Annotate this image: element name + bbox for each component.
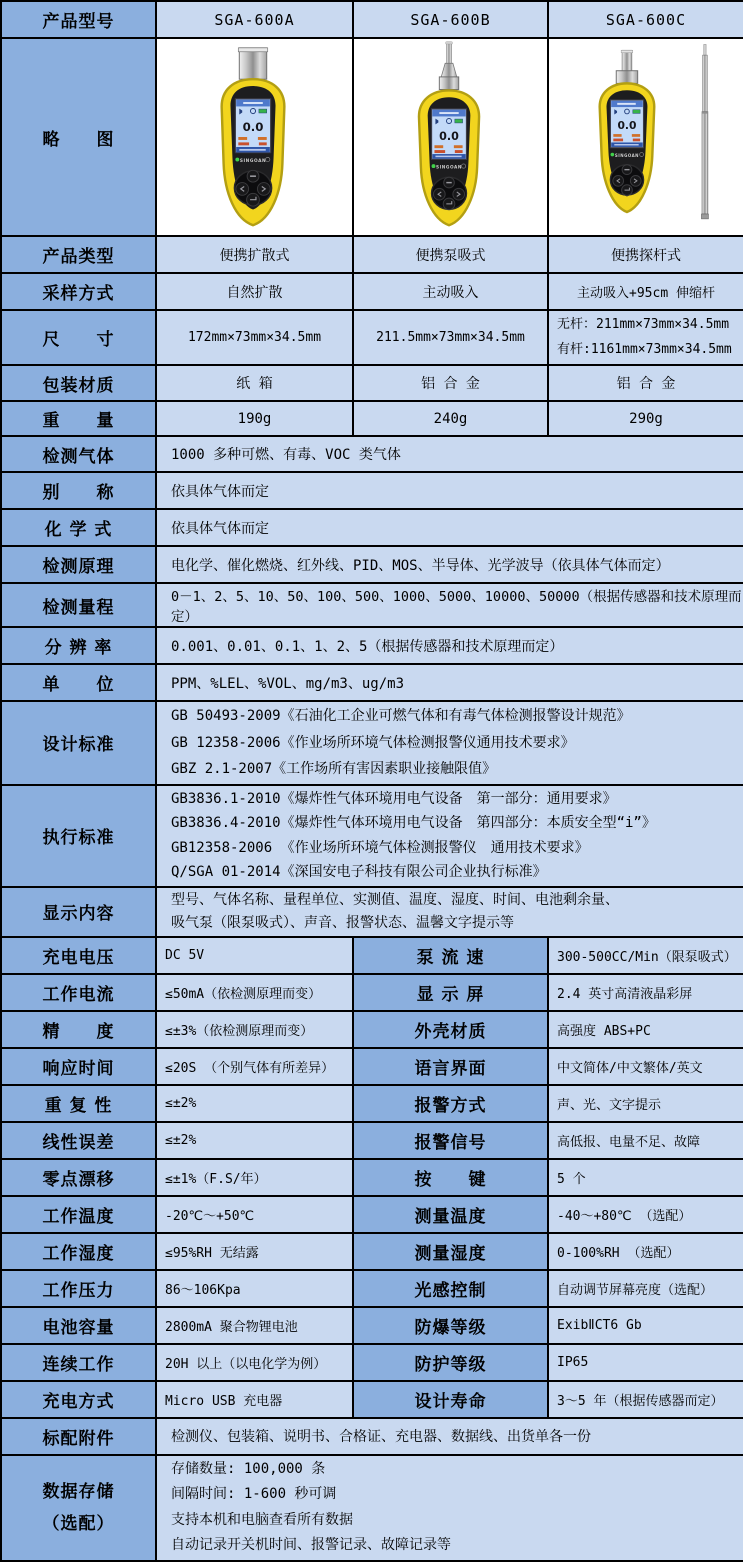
table-row-sketch bbox=[1, 38, 743, 236]
device-brand-text: SINGOAN bbox=[614, 152, 640, 158]
table-row bbox=[1, 236, 743, 273]
device-photo-sga-600a bbox=[157, 40, 350, 234]
row-label: 充电方式 bbox=[1, 1381, 156, 1418]
row-label: 设计寿命 bbox=[353, 1381, 548, 1418]
cell-photo-sga-600b bbox=[353, 38, 548, 236]
standard-line: GB12358-2006 《作业场所环境气体检测报警仪 通用技术要求》 bbox=[171, 839, 589, 856]
spec-value: 3～5 年（根据传感器而定） bbox=[548, 1381, 743, 1418]
spec-value-c bbox=[548, 310, 743, 365]
table-row bbox=[1, 310, 743, 365]
storage-line: 支持本机和电脑查看所有数据 bbox=[171, 1511, 353, 1528]
spec-value: ExibⅡCT6 Gb bbox=[548, 1307, 743, 1344]
device-screen-reading: 0.0 bbox=[617, 119, 637, 133]
spec-value: 5 个 bbox=[548, 1159, 743, 1196]
spec-value: 1000 多种可燃、有毒、VOC 类气体 bbox=[156, 436, 743, 472]
row-label: 分 辨 率 bbox=[1, 627, 156, 664]
device-photo-sga-600b bbox=[354, 40, 545, 234]
table-row bbox=[1, 701, 743, 785]
spec-value: 20H 以上（以电化学为例） bbox=[156, 1344, 353, 1381]
table-row bbox=[1, 1122, 743, 1159]
table-row bbox=[1, 1381, 743, 1418]
standard-line: Q/SGA 01-2014《深国安电子科技有限公司企业执行标准》 bbox=[171, 864, 547, 881]
storage-line: 自动记录开关机时间、报警记录、故障记录等 bbox=[171, 1537, 451, 1554]
cell-photo-sga-600c bbox=[548, 38, 743, 236]
standard-line: GB 50493-2009《石油化工企业可燃气体和有毒气体检测报警设计规范》 bbox=[171, 708, 631, 724]
cell-photo-sga-600a bbox=[156, 38, 353, 236]
table-row bbox=[1, 1270, 743, 1307]
row-label-model: 产品型号 bbox=[1, 1, 156, 38]
standard-line: GBZ 2.1-2007《工作场所有害因素职业接触限值》 bbox=[171, 761, 497, 778]
row-label: 标配附件 bbox=[1, 1418, 156, 1455]
row-label: 显示内容 bbox=[1, 887, 156, 937]
device-screen-reading: 0.0 bbox=[242, 120, 264, 135]
spec-value: 高强度 ABS+PC bbox=[548, 1011, 743, 1048]
spec-value-a: 172mm×73mm×34.5mm bbox=[156, 310, 353, 365]
table-row bbox=[1, 1344, 743, 1381]
row-label: 别 称 bbox=[1, 472, 156, 509]
spec-value-b: 211.5mm×73mm×34.5mm bbox=[353, 310, 548, 365]
table-row bbox=[1, 472, 743, 509]
table-row bbox=[1, 546, 743, 583]
row-label: 工作温度 bbox=[1, 1196, 156, 1233]
row-label: 重 复 性 bbox=[1, 1085, 156, 1122]
row-label: 检测气体 bbox=[1, 436, 156, 472]
row-label: 尺 寸 bbox=[1, 310, 156, 365]
row-label: 电池容量 bbox=[1, 1307, 156, 1344]
row-label: 充电电压 bbox=[1, 937, 156, 974]
table-row bbox=[1, 1233, 743, 1270]
row-label: 语言界面 bbox=[353, 1048, 548, 1085]
standard-line: GB3836.1-2010《爆炸性气体环境用电气设备 第一部分：通用要求》 bbox=[171, 790, 617, 807]
model-name-b: SGA-600B bbox=[353, 1, 548, 38]
table-row bbox=[1, 1159, 743, 1196]
standard-line: GB3836.4-2010《爆炸性气体环境用电气设备 第四部分：本质安全型“i”》 bbox=[171, 815, 656, 832]
spec-value-b: 便携泵吸式 bbox=[353, 236, 548, 273]
spec-value: ≤±2% bbox=[156, 1122, 353, 1159]
row-label: 设计标准 bbox=[1, 701, 156, 785]
row-label: 产品类型 bbox=[1, 236, 156, 273]
spec-value-c: 主动吸入+95cm 伸缩杆 bbox=[548, 273, 743, 310]
table-row bbox=[1, 974, 743, 1011]
spec-value bbox=[156, 1455, 743, 1561]
row-label-line: （选配） bbox=[42, 1513, 115, 1534]
spec-value: 0-100%RH （选配） bbox=[548, 1233, 743, 1270]
spec-value: ≤50mA（依检测原理而变） bbox=[156, 974, 353, 1011]
row-label: 线性误差 bbox=[1, 1122, 156, 1159]
table-row bbox=[1, 785, 743, 887]
telescopic-probe-rod bbox=[701, 44, 708, 218]
table-row bbox=[1, 887, 743, 937]
row-label: 按 键 bbox=[353, 1159, 548, 1196]
row-label: 测量温度 bbox=[353, 1196, 548, 1233]
row-label: 防爆等级 bbox=[353, 1307, 548, 1344]
spec-value-b: 主动吸入 bbox=[353, 273, 548, 310]
spec-value: 声、光、文字提示 bbox=[548, 1085, 743, 1122]
row-label: 泵 流 速 bbox=[353, 937, 548, 974]
row-label: 工作湿度 bbox=[1, 1233, 156, 1270]
row-label: 执行标准 bbox=[1, 785, 156, 887]
storage-line: 存储数量: 100,000 条 bbox=[171, 1460, 326, 1477]
row-label-line: 数据存储 bbox=[42, 1481, 115, 1502]
table-row bbox=[1, 1048, 743, 1085]
table-row bbox=[1, 1307, 743, 1344]
device-photo-sga-600c bbox=[549, 40, 741, 234]
spec-value-c: 290g bbox=[548, 401, 743, 436]
table-row bbox=[1, 664, 743, 701]
row-label: 工作压力 bbox=[1, 1270, 156, 1307]
row-label: 测量湿度 bbox=[353, 1233, 548, 1270]
spec-value: PPM、%LEL、%VOL、mg/m3、ug/m3 bbox=[156, 664, 743, 701]
row-label: 检测量程 bbox=[1, 583, 156, 627]
spec-value: -20℃～+50℃ bbox=[156, 1196, 353, 1233]
display-content-line: 型号、气体名称、量程单位、实测值、温度、湿度、时间、电池剩余量、 bbox=[171, 891, 619, 908]
spec-value: 高低报、电量不足、故障 bbox=[548, 1122, 743, 1159]
table-row bbox=[1, 1455, 743, 1561]
row-label: 响应时间 bbox=[1, 1048, 156, 1085]
row-label: 报警方式 bbox=[353, 1085, 548, 1122]
spec-value-a: 纸 箱 bbox=[156, 365, 353, 401]
spec-value bbox=[156, 887, 743, 937]
spec-value: 依具体气体而定 bbox=[156, 472, 743, 509]
spec-value: 300-500CC/Min（限泵吸式） bbox=[548, 937, 743, 974]
table-row bbox=[1, 365, 743, 401]
row-label: 单 位 bbox=[1, 664, 156, 701]
table-row bbox=[1, 583, 743, 627]
spec-value: ≤±2% bbox=[156, 1085, 353, 1122]
dimension-line: 有杆:1161mm×73mm×34.5mm bbox=[557, 341, 732, 357]
row-label: 显 示 屏 bbox=[353, 974, 548, 1011]
row-label: 防护等级 bbox=[353, 1344, 548, 1381]
spec-value: ≤95%RH 无结露 bbox=[156, 1233, 353, 1270]
row-label: 化 学 式 bbox=[1, 509, 156, 546]
spec-value-a: 190g bbox=[156, 401, 353, 436]
spec-value: -40～+80℃ （选配） bbox=[548, 1196, 743, 1233]
row-label: 零点漂移 bbox=[1, 1159, 156, 1196]
row-label: 精 度 bbox=[1, 1011, 156, 1048]
standard-line: GB 12358-2006《作业场所环境气体检测报警仪通用技术要求》 bbox=[171, 734, 575, 751]
device-screen-reading: 0.0 bbox=[439, 129, 459, 143]
spec-value-a: 自然扩散 bbox=[156, 273, 353, 310]
spec-value: 检测仪、包装箱、说明书、合格证、充电器、数据线、出货单各一份 bbox=[156, 1418, 743, 1455]
table-row bbox=[1, 436, 743, 472]
row-label-sketch: 略 图 bbox=[1, 38, 156, 236]
table-row bbox=[1, 627, 743, 664]
table-row bbox=[1, 1085, 743, 1122]
spec-value: 0.001、0.01、0.1、1、2、5（根据传感器和技术原理而定） bbox=[156, 627, 743, 664]
display-content-line: 吸气泵（限泵吸式）、声音、报警状态、温馨文字提示等 bbox=[171, 914, 514, 931]
table-row bbox=[1, 401, 743, 436]
spec-value: ≤20S （个别气体有所差异） bbox=[156, 1048, 353, 1085]
spec-value: ≤±1%（F.S/年） bbox=[156, 1159, 353, 1196]
spec-value: 自动调节屏幕亮度（选配） bbox=[548, 1270, 743, 1307]
table-row bbox=[1, 1418, 743, 1455]
row-label-data-storage bbox=[1, 1455, 156, 1561]
spec-value bbox=[156, 701, 743, 785]
row-label: 连续工作 bbox=[1, 1344, 156, 1381]
spec-value-b: 铝 合 金 bbox=[353, 365, 548, 401]
spec-value: 2.4 英寸高清液晶彩屏 bbox=[548, 974, 743, 1011]
row-label: 采样方式 bbox=[1, 273, 156, 310]
model-name-a: SGA-600A bbox=[156, 1, 353, 38]
table-row bbox=[1, 937, 743, 974]
table-row bbox=[1, 1011, 743, 1048]
table-row bbox=[1, 1196, 743, 1233]
table-row-model bbox=[1, 1, 743, 38]
row-label: 重 量 bbox=[1, 401, 156, 436]
spec-value-c: 铝 合 金 bbox=[548, 365, 743, 401]
row-label: 光感控制 bbox=[353, 1270, 548, 1307]
spec-value-c: 便携探杆式 bbox=[548, 236, 743, 273]
row-label: 检测原理 bbox=[1, 546, 156, 583]
row-label: 报警信号 bbox=[353, 1122, 548, 1159]
spec-value: ≤±3%（依检测原理而变） bbox=[156, 1011, 353, 1048]
spec-value: 中文简体/中文繁体/英文 bbox=[548, 1048, 743, 1085]
spec-value bbox=[156, 785, 743, 887]
dimension-line: 无杆：211mm×73mm×34.5mm bbox=[557, 316, 730, 332]
row-label: 外壳材质 bbox=[353, 1011, 548, 1048]
storage-line: 间隔时间: 1-600 秒可调 bbox=[171, 1486, 337, 1503]
spec-value: 86～106Kpa bbox=[156, 1270, 353, 1307]
spec-value: 2800mA 聚合物锂电池 bbox=[156, 1307, 353, 1344]
device-brand-text: SINGOAN bbox=[239, 158, 267, 164]
spec-value: Micro USB 充电器 bbox=[156, 1381, 353, 1418]
spec-value: 依具体气体而定 bbox=[156, 509, 743, 546]
model-name-c: SGA-600C bbox=[548, 1, 743, 38]
table-row bbox=[1, 273, 743, 310]
spec-value: IP65 bbox=[548, 1344, 743, 1381]
row-label: 工作电流 bbox=[1, 974, 156, 1011]
row-label: 包装材质 bbox=[1, 365, 156, 401]
spec-value-b: 240g bbox=[353, 401, 548, 436]
spec-value-a: 便携扩散式 bbox=[156, 236, 353, 273]
device-brand-text: SINGOAN bbox=[435, 165, 463, 171]
spec-value: 电化学、催化燃烧、红外线、PID、MOS、半导体、光学波导（依具体气体而定） bbox=[156, 546, 743, 583]
spec-value: 0－1、2、5、10、50、100、500、1000、5000、10000、50000（根据传感器和技术原理而定） bbox=[156, 583, 743, 627]
spec-value: DC 5V bbox=[156, 937, 353, 974]
table-row bbox=[1, 509, 743, 546]
